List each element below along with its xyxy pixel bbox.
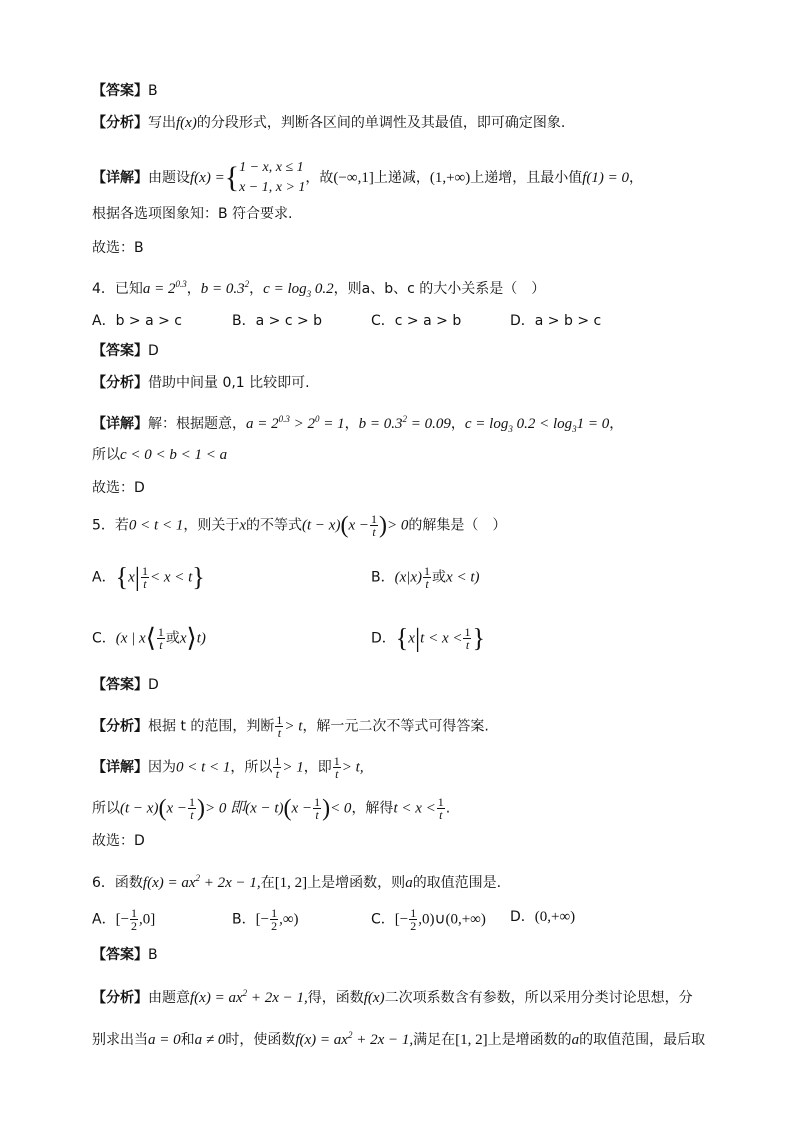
detail-text: 由题设 <box>148 170 190 186</box>
numerator: 1 <box>276 713 283 727</box>
bar: | <box>134 562 140 592</box>
math: (x | x <box>115 630 146 647</box>
fraction <box>423 565 431 590</box>
q5-option-c <box>92 623 206 653</box>
math-fx <box>190 990 308 1006</box>
math: a = 0 <box>148 1032 181 1048</box>
math-a-compare <box>246 416 345 432</box>
analysis-text: 和 <box>180 1032 195 1048</box>
math-ineq: > 0 <box>386 517 409 534</box>
analysis-text: 得，函数 <box>307 990 364 1006</box>
math-fx <box>295 1032 413 1048</box>
option-label: C． <box>371 911 395 928</box>
math-fx: f(x) = <box>190 170 225 186</box>
math-interval: [1, 2] <box>455 1032 488 1048</box>
denominator: t <box>190 808 194 822</box>
paren: ) <box>196 795 205 822</box>
q6-analysis-line-2 <box>92 1025 724 1050</box>
exp: 0.3 <box>278 414 290 424</box>
expr: f(x) = ax <box>295 1032 348 1048</box>
detail-text: 所以 <box>92 800 120 817</box>
stem-text: 6．函数 <box>92 875 143 891</box>
math: x <box>128 569 135 586</box>
option-label: A． <box>92 569 116 586</box>
denominator: 2 <box>131 919 138 933</box>
numerator: 1 <box>333 754 340 768</box>
math: x <box>179 630 187 647</box>
q5-stem <box>92 513 724 538</box>
q5-detail-line <box>92 755 724 780</box>
math-b-compare <box>359 416 451 432</box>
fraction <box>141 565 149 590</box>
math: (t − x) <box>120 800 159 817</box>
exp: 0 <box>315 414 320 424</box>
exp: 2 <box>402 414 407 424</box>
q4-choose: 故选：D <box>92 480 145 496</box>
numerator: 1 <box>274 754 281 768</box>
math: (x|x) <box>394 569 423 586</box>
math: t) <box>196 630 206 647</box>
answer-tag: 【答案】 <box>92 947 148 963</box>
math-var: x − <box>348 517 369 534</box>
stem-text: 在 <box>260 875 275 891</box>
base: 3 <box>572 424 577 434</box>
fraction <box>409 907 417 932</box>
fraction <box>273 755 281 780</box>
analysis-text: 上是增函数的 <box>487 1032 572 1048</box>
math: < x < t <box>149 569 193 586</box>
q6-analysis-line <box>92 983 724 1008</box>
analysis-text: 写出 <box>148 115 176 131</box>
math-cond: 0 < t < 1 <box>128 517 184 534</box>
q6-option-d <box>510 907 575 927</box>
paren: ( <box>158 795 167 822</box>
denominator: t <box>277 726 282 740</box>
brace: { <box>395 623 409 653</box>
q5-answer-line <box>92 675 724 695</box>
math: [− <box>255 911 270 928</box>
q4-detail-line: 【详解】解：根据题意，$a = 2^{0.3} > 2^0 = 1$，$b = 0.3^2 = 0.09$，$c = \log_3 0.2 < \log_31 = 0$， <box>92 414 624 434</box>
angle: ⟨ <box>145 623 156 653</box>
denominator: 2 <box>271 919 278 933</box>
analysis-text: ，解一元二次不等式可得答案. <box>302 718 489 735</box>
math: > 0 即 <box>204 800 246 817</box>
brace: } <box>472 623 485 653</box>
fraction <box>188 796 196 821</box>
option-label: C． <box>92 630 116 647</box>
math-order: c < 0 < b < 1 < a <box>120 447 228 463</box>
expr: > 2 <box>289 416 315 432</box>
q5-option-d <box>371 623 485 653</box>
numerator: 1 <box>464 625 471 639</box>
math-fx <box>143 875 261 891</box>
denominator: t <box>275 767 280 781</box>
fraction <box>270 907 278 932</box>
expr: a = 2 <box>246 416 279 432</box>
punct: ， <box>629 170 644 186</box>
math: x < t) <box>446 569 480 586</box>
option-label: A． <box>92 911 116 928</box>
math-fx: f(x) <box>363 990 385 1006</box>
denominator: t <box>465 638 470 652</box>
denominator: t <box>159 638 163 652</box>
expr: + 2x − 1, <box>200 875 261 891</box>
q6-answer-line <box>92 945 724 965</box>
denominator: t <box>335 767 339 781</box>
q6-stem <box>92 868 724 893</box>
paren: ) <box>322 795 331 822</box>
math: ,0] <box>139 911 156 928</box>
q6-option-a <box>92 907 155 932</box>
option-label: B． <box>371 569 395 586</box>
detail-text: ，所以 <box>230 759 273 776</box>
q3-choose: 故选：B <box>92 240 144 256</box>
answer-tag: 【答案】 <box>92 83 148 99</box>
option-label: D． <box>510 909 535 925</box>
analysis-text: 由题意 <box>148 990 190 1006</box>
fraction <box>463 626 471 651</box>
paren: ) <box>378 512 387 539</box>
expr: = 0.09 <box>407 416 451 432</box>
exp: 2 <box>195 873 201 883</box>
math: a ≠ 0 <box>194 1032 226 1048</box>
analysis-text: 二次项系数含有参数，所以采用分类讨论思想，分 <box>384 990 693 1006</box>
answer-value: B <box>148 83 158 99</box>
detail-text: 上递增，且最小值 <box>470 170 583 186</box>
stem-text: 的取值范围是. <box>412 875 502 891</box>
numerator: 1 <box>141 564 148 578</box>
math: 0 < t < 1 <box>176 759 231 776</box>
stem-text: 的解集是（ ） <box>408 517 507 534</box>
q5-detail-line-2 <box>92 796 724 821</box>
numerator: 1 <box>188 795 195 809</box>
denominator: t <box>372 525 376 539</box>
q5-option-b <box>371 565 480 590</box>
analysis-tag: 【分析】 <box>92 115 148 131</box>
math-ineq: (t − x) <box>302 517 341 534</box>
math-var: x <box>239 517 247 534</box>
q4-so-line <box>92 445 724 465</box>
math: ,∞) <box>279 911 299 928</box>
q4-option-c: C．c > a > b <box>371 313 462 329</box>
math-c-compare <box>465 416 609 432</box>
denominator: t <box>439 808 443 822</box>
expr: b = 0.3 <box>358 416 403 432</box>
q4-stem: 4．已知$a = 2^{0.3}$，$b = 0.3^2$，$c = \log_3 0.2$，则a、b、c 的大小关系是（ ） <box>92 279 546 299</box>
expr: 0.2 < log <box>516 416 573 432</box>
q5-option-a <box>92 562 205 592</box>
piece-1: 1 − x, x ≤ 1 <box>239 160 304 175</box>
expr: + 2x − 1, <box>247 990 308 1006</box>
analysis-text: 满足在 <box>413 1032 456 1048</box>
math: > 1 <box>282 759 304 776</box>
q5-analysis-line <box>92 714 724 739</box>
numerator: 1 <box>370 512 377 526</box>
brace: { <box>115 562 129 592</box>
expr: + 2x − 1, <box>352 1032 414 1048</box>
math: x − <box>291 800 313 817</box>
math: > t <box>284 718 303 735</box>
or-text: 或 <box>165 630 180 647</box>
expr: f(x) = ax <box>190 990 243 1006</box>
fraction <box>130 907 138 932</box>
q6-option-b <box>232 907 299 932</box>
math-b <box>201 281 249 297</box>
numerator: 1 <box>437 795 444 809</box>
detail-tag: 【详解】 <box>92 170 148 186</box>
math-interval: [1, 2] <box>274 875 308 891</box>
math-min: f(1) = 0 <box>582 170 630 186</box>
math-interval: (1,+∞) <box>429 170 471 186</box>
math: x <box>408 630 415 647</box>
detail-text: ，解得 <box>351 800 394 817</box>
piecewise-cases <box>239 158 305 198</box>
q4-option-a: A．b > a > c <box>92 313 183 329</box>
math: t < x < <box>393 800 436 817</box>
detail-text: ，即 <box>303 759 332 776</box>
numerator: 1 <box>410 906 417 920</box>
analysis-tag: 【分析】 <box>92 375 148 391</box>
math: > t, <box>341 759 364 776</box>
math-c <box>263 281 333 297</box>
detail-tag: 【详解】 <box>92 759 148 776</box>
math: [− <box>394 911 409 928</box>
b-exp: 2 <box>244 279 250 289</box>
math-var: a <box>571 1032 580 1048</box>
stem-text: 5．若 <box>92 517 129 534</box>
analysis-tag: 【分析】 <box>92 718 148 735</box>
detail-text: ，故 <box>305 170 334 186</box>
expr: = 1 <box>319 416 345 432</box>
detail-text: 因为 <box>148 759 176 776</box>
q4-option-b: B．a > c > b <box>232 313 323 329</box>
math-fx: f(x) <box>176 115 197 131</box>
denominator: t <box>315 808 319 822</box>
stem-text: 4．已知 <box>92 281 143 297</box>
q6-option-c <box>371 907 486 932</box>
detail-text: 上递减， <box>373 170 430 186</box>
q4-analysis-line <box>92 373 724 393</box>
fraction <box>157 626 165 651</box>
bar: | <box>414 623 421 653</box>
piece-2: x − 1, x > 1 <box>239 180 306 195</box>
q3-answer-line <box>92 81 724 101</box>
numerator: 1 <box>157 625 164 639</box>
fraction <box>437 796 445 821</box>
answer-value: B <box>148 947 158 963</box>
expr: 1 = 0 <box>576 416 610 432</box>
a-exp: 0.3 <box>175 279 187 289</box>
math: x − <box>166 800 187 817</box>
math: < 0 <box>330 800 352 817</box>
c-arg: 0.2 <box>314 281 334 297</box>
stem-text: 的不等式 <box>246 517 303 534</box>
math: (0,+∞) <box>534 909 576 925</box>
b-expr: b = 0.3 <box>200 281 245 297</box>
analysis-text: 的分段形式，判断各区间的单调性及其最值，即可确定图象. <box>196 115 566 131</box>
fraction <box>313 796 321 821</box>
math: [− <box>115 911 130 928</box>
answer-tag: 【答案】 <box>92 343 148 359</box>
q5-choose: 故选：D <box>92 833 145 849</box>
q3-detail-line <box>92 158 724 198</box>
expr: c = log <box>464 416 509 432</box>
fraction <box>370 513 378 538</box>
or-text: 或 <box>432 569 447 586</box>
math: ,0)∪(0,+∞) <box>418 911 486 928</box>
answer-tag: 【答案】 <box>92 677 148 693</box>
q4-option-d: D．a > b > c <box>510 313 602 329</box>
expr: f(x) = ax <box>142 875 196 891</box>
detail-tag: 【详解】 <box>92 416 148 432</box>
math-interval: (−∞,1] <box>333 170 374 186</box>
angle: ⟩ <box>186 623 197 653</box>
analysis-text: 借助中间量 0,1 比较即可. <box>148 375 310 391</box>
denominator: t <box>425 577 429 591</box>
numerator: 1 <box>271 906 278 920</box>
punct: . <box>445 800 451 817</box>
answer-value: D <box>148 677 159 693</box>
analysis-text: 的取值范围，最后取 <box>579 1032 706 1048</box>
base: 3 <box>508 424 513 434</box>
exp: 2 <box>242 988 248 998</box>
denominator: t <box>143 577 147 591</box>
math: (x − t) <box>245 800 284 817</box>
paren: ( <box>340 512 349 539</box>
analysis-text: 别求出当 <box>92 1032 148 1048</box>
denominator: 2 <box>410 919 417 933</box>
c-base: 3 <box>306 289 312 299</box>
numerator: 1 <box>424 564 431 578</box>
stem-text: 上是增函数，则 <box>307 875 406 891</box>
analysis-tag: 【分析】 <box>92 990 148 1006</box>
option-label: D． <box>371 630 396 647</box>
q3-conclusion: 根据各选项图象知：B 符合要求. <box>92 206 293 222</box>
paren: ( <box>283 795 292 822</box>
brace: } <box>192 562 205 592</box>
math-var: a <box>405 875 413 891</box>
fraction <box>333 755 341 780</box>
stem-text: ，则关于 <box>183 517 240 534</box>
stem-text: ，则a、b、c 的大小关系是（ ） <box>333 281 546 297</box>
brace: { <box>224 161 240 194</box>
a-expr: a = 2 <box>142 281 176 297</box>
math-a <box>143 281 187 297</box>
option-label: B． <box>232 911 256 928</box>
math: t < x < <box>420 630 463 647</box>
answer-value: D <box>148 343 159 359</box>
q4-answer-line <box>92 341 724 361</box>
analysis-text: 根据 t 的范围，判断 <box>148 718 275 735</box>
exp: 2 <box>347 1030 353 1040</box>
analysis-text: 时，使函数 <box>225 1032 296 1048</box>
numerator: 1 <box>314 795 321 809</box>
numerator: 1 <box>131 906 138 920</box>
q3-analysis-line <box>92 113 724 133</box>
c-expr: c = log <box>263 281 307 297</box>
so-text: 所以 <box>92 447 120 463</box>
fraction <box>275 714 283 739</box>
detail-text: 解：根据题意， <box>148 416 246 432</box>
